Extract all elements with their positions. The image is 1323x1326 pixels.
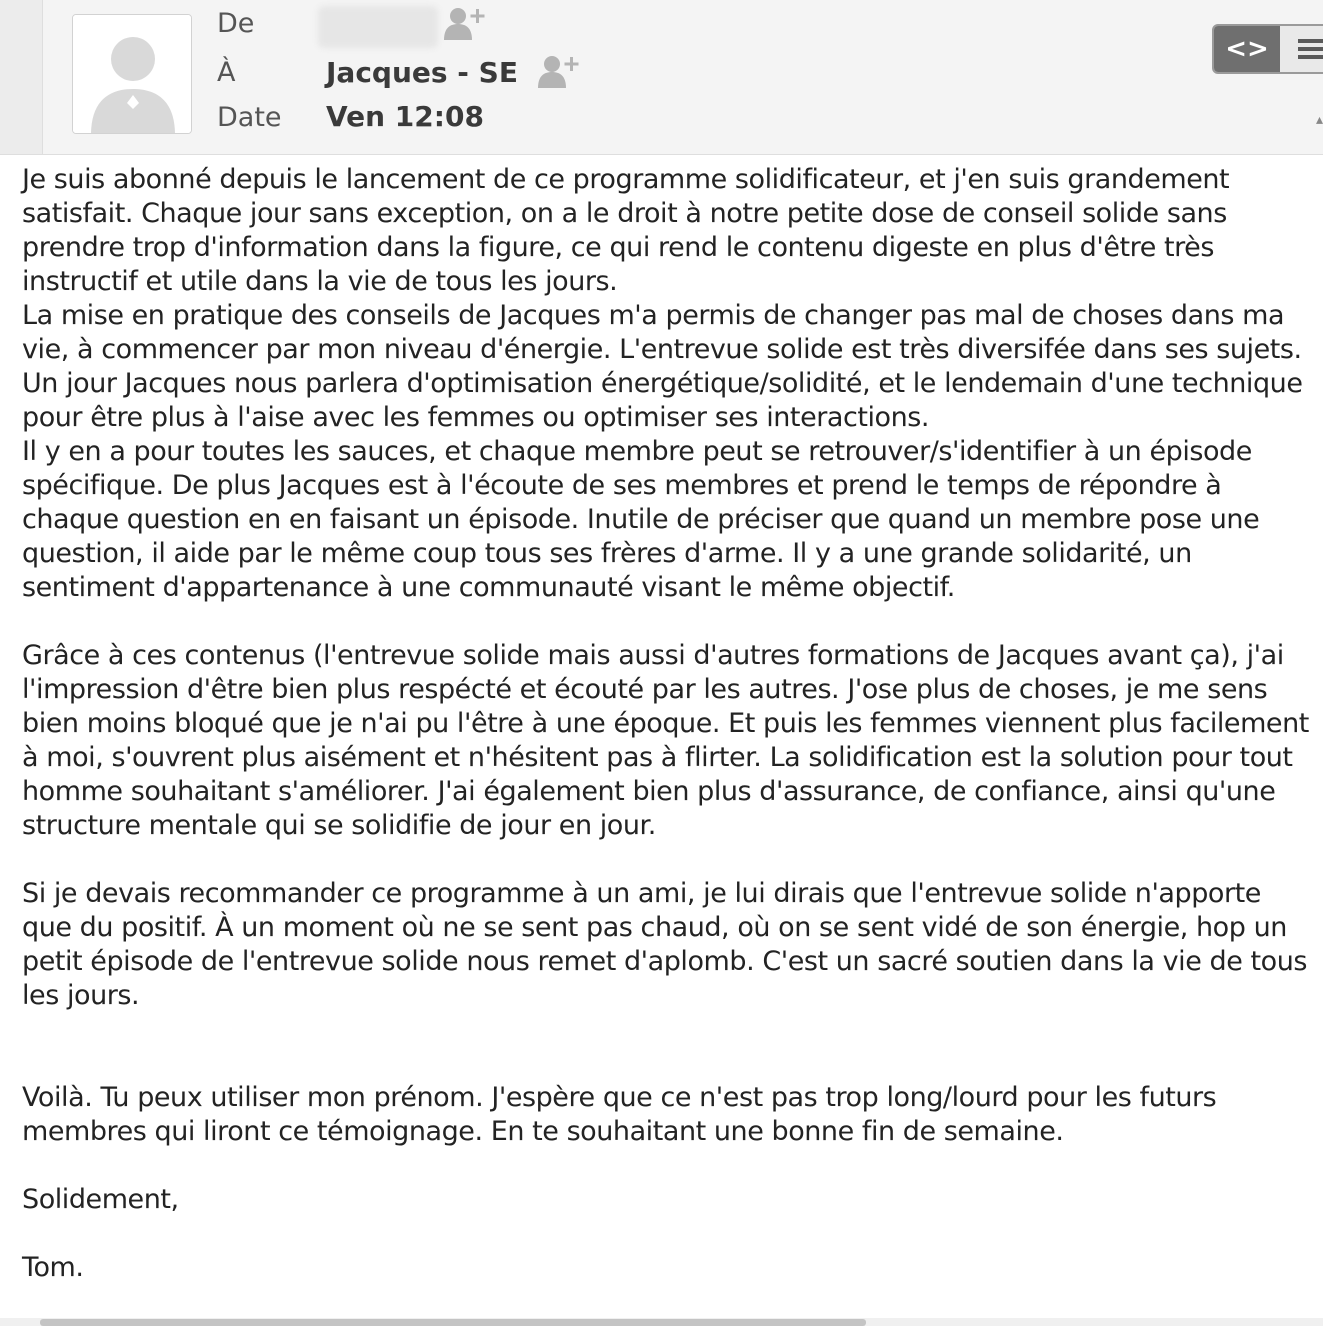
body-paragraph: Je suis abonné depuis le lancement de ce programme solidificateur, et j'en suis grandement satisfait. Chaque jour sans exception, on a le droit à notre petite dose de conseil solide sans prendre trop d'information dans la figure, ce qui rend le contenu digeste en plus d'être très instructif et utile dans la vie de tous les jours.: [22, 164, 1238, 297]
paragraph-gap: [22, 605, 1317, 639]
view-toolbar: [1212, 24, 1323, 74]
paragraph-gap: [22, 1149, 1317, 1183]
signature-name: Tom.: [22, 1252, 84, 1283]
paragraph-gap: [22, 843, 1317, 877]
to-label: À: [217, 57, 236, 88]
code-view-icon: <>: [1225, 34, 1269, 64]
body-paragraph: Il y en a pour toutes les sauces, et chaque membre peut se retrouver/s'identifier à un épisode spécifique. De plus Jacques est à l'écoute de ses membres et prend le temps de répondre à chaque question en en faisant un épisode. Inutile de préciser que quand un membre pose une question, il aide par le même coup tous ses frères d'arme. Il y a une grande solidarité, un sentiment d'appartenance à une communauté visant le même objectif.: [22, 436, 1268, 603]
menu-button[interactable]: [1282, 26, 1323, 72]
email-header: [0, 0, 1323, 155]
body-paragraph: Grâce à ces contenus (l'entrevue solide mais aussi d'autres formations de Jacques avant ça), j'ai l'impression d'être bien plus respécté et écouté par les autres. J'ose plus de choses, je me sens bien moins bloqué que je n'ai pu l'être à une époque. Et puis les femmes viennent plus facilement à moi, s'ouvrent plus aisément et n'hésitent pas à flirter. La solidification est la solution pour tout homme souhaitant s'améliorer. J'ai également bien plus d'assurance, de confiance, ainsi qu'une structure mentale qui se solidifie de jour en jour.: [22, 640, 1318, 841]
date-value: Ven 12:08: [326, 100, 484, 133]
from-label: De: [217, 8, 255, 39]
default-avatar-icon: [73, 15, 192, 134]
add-contact-from-icon[interactable]: [440, 4, 488, 44]
left-strip: [0, 0, 43, 154]
email-body: [22, 163, 1317, 1285]
recipient-name[interactable]: Jacques - SE: [326, 56, 518, 89]
code-view-button[interactable]: [1214, 26, 1280, 72]
body-paragraph: Voilà. Tu peux utiliser mon prénom. J'espère que ce n'est pas trop long/lourd pour les futurs membres qui liront ce témoignage. En te souhaitant une bonne fin de semaine.: [22, 1082, 1225, 1147]
paragraph-gap: [22, 1013, 1317, 1081]
add-contact-to-icon[interactable]: [534, 52, 582, 92]
horizontal-scrollbar-thumb[interactable]: [40, 1319, 866, 1326]
sign-off: Solidement,: [22, 1184, 179, 1215]
body-paragraph: Si je devais recommander ce programme à un ami, je lui dirais que l'entrevue solide n'apporte que du positif. À un moment où ne se sent pas chaud, où on se sent vidé de son énergie, hop un petit épisode de l'entrevue solide nous remet d'aplomb. C'est un sacré soutien dans la vie de tous les jours.: [22, 878, 1316, 1011]
paragraph-gap: [22, 1217, 1317, 1251]
hamburger-menu-icon: [1298, 35, 1323, 63]
sender-redacted[interactable]: [318, 6, 438, 48]
body-paragraph: La mise en pratique des conseils de Jacques m'a permis de changer pas mal de choses dans ma vie, à commencer par mon niveau d'énergie. L'entrevue solide est très diversifée dans ses sujets. Un jour Jacques nous parlera d'optimisation énergétique/solidité, et le lendemain d'une technique pour être plus à l'aise avec les femmes ou optimiser ses interactions.: [22, 300, 1311, 433]
date-label: Date: [217, 102, 282, 133]
more-indicator-icon: ▴: [1316, 112, 1323, 128]
avatar: [72, 14, 192, 134]
